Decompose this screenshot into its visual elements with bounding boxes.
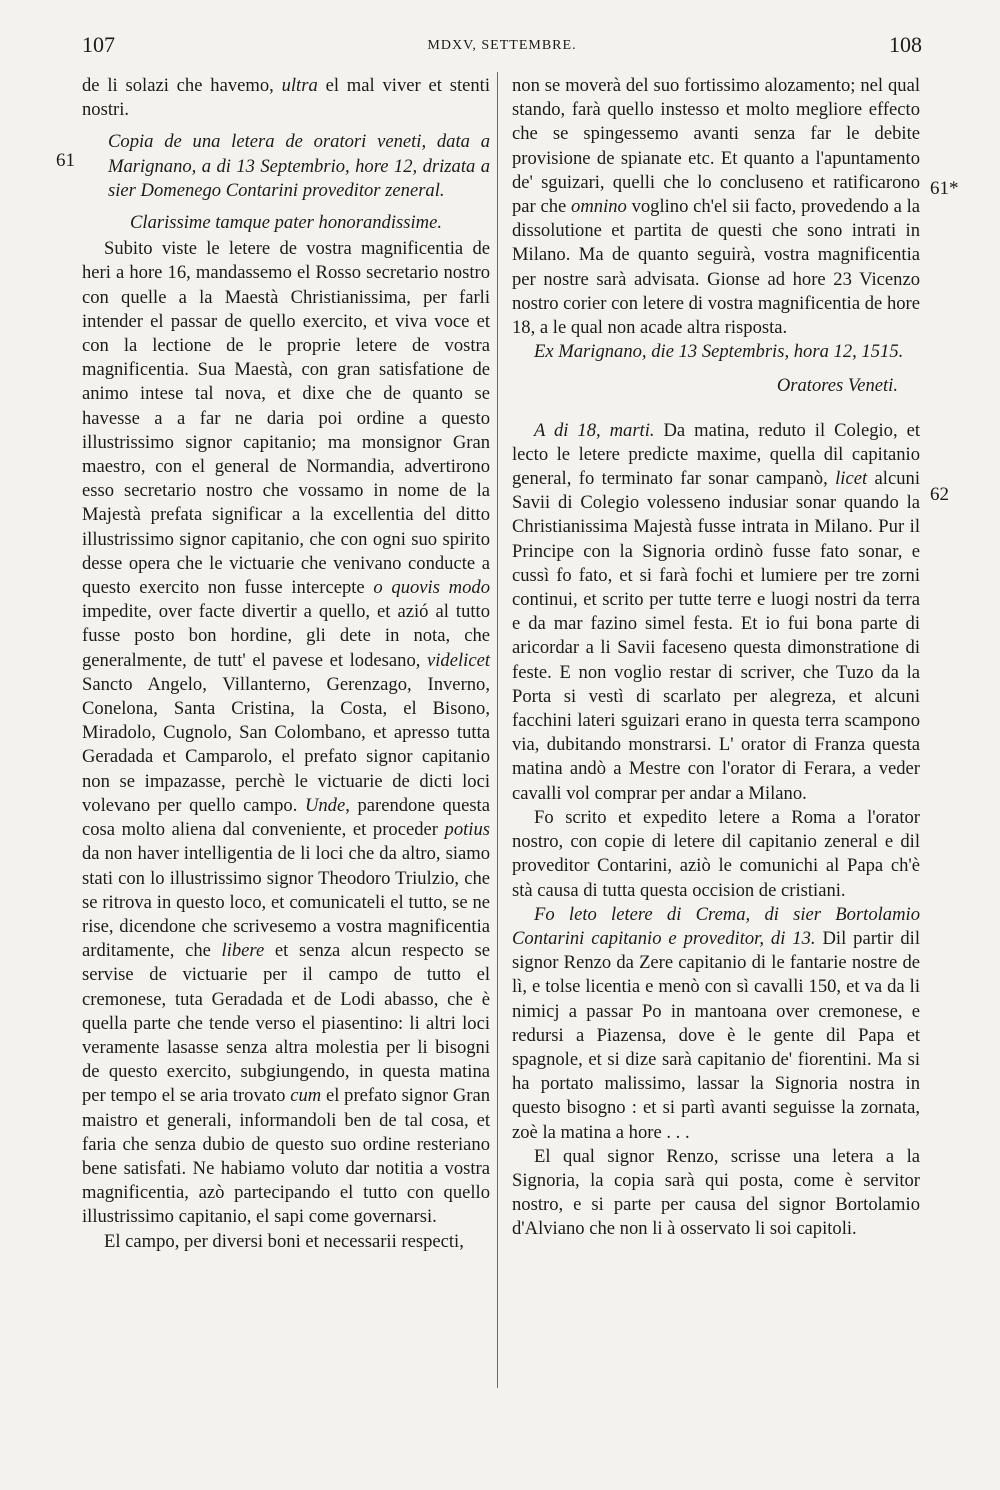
margin-note-right-1: 61* (930, 178, 959, 199)
italic-run: omnino (571, 196, 627, 218)
text-run: da non haver intelligentia de li loci che da altro, siamo stati con lo illustrissimo signor Theodoro Triulzio, che se ritrova in questo loco, et comunicateli el tutto, se ne rise, dicendone che scrivesemo a vostra magnificentia arditamente, che (82, 843, 490, 962)
margin-note-left: 61 (56, 150, 75, 171)
text-run: alcuni Savii di Colegio volesseno indusiar sonar quando la Christianissima Majestà fusse intrata in Milano. Pur il Principe con la Signoria ordinò fusse fato sonar, e cussì fo fato, et si farà fochi et lumiere per tre zorni continui, et scrito per tutte terre e luogi nostri da terra e da mar fazino simel festa. Et io fui bona parte di aricordar a li Savii faceseno questa dimonstratione di feste. E non voglio restar di scriver, che Tuzo da la Porta si vestì di scarlato per alegreza, et alcuni facchini lateri sguizari erano in questa terra scampono via, dubitando monstrarsi. L' orator di Franza questa matina andò a Mestre con l'orator di Ferara, a veder cavalli vol comprar per andar a Milano. (512, 468, 920, 804)
salutation: Clarissime tamque pater honorandissime. (130, 212, 442, 234)
left-paragraph-2: El campo, per diversi boni et necessarii respecti, (104, 1230, 464, 1252)
text-run: Dil partir dil signor Renzo da Zere capitanio di le fantarie nostre de lì, e tolse licentia e menò con sì cavalli 150, et va da li nimicj a passar Po in mantoana over cremonese, e redursi a Piazensa, dove è le gente dil Papa et spagnole, et si dize sarà capitanio de' fiorentini. Ma si ha portato malissimo, lassar la Signoria nostra in questo bisogno : et si partì avanti seguisse la zornata, zoè la matina a hore . . . (512, 927, 920, 1143)
right-paragraph-4 (512, 903, 920, 1145)
text-run: Sancto Angelo, Villanterno, Gerenzago, Inverno, Conelona, Santa Cristina, la Costa, el Bisono, Miradolo, Cugnolo, San Colombano, et apresso tutta Geradada et Camparolo, el prefato signor capitanio non se impazasse, perchè le victuarie de dicti loci volevano per quello campo. (82, 673, 490, 816)
text-run: non se moverà del suo fortissimo alozamento; nel qual stando, farà quello instesso et molto megliore effecto che se spingessemo avanti senza far le debite provisione de spianate etc. Et quanto a l'apuntamento de' sguizari, quelli che lo concluseno et ratificarono par che (512, 75, 920, 218)
text-run: de li solazi che havemo, (82, 75, 282, 96)
text-run: el mal viver et stenti nostri. (82, 75, 490, 121)
text-run: Subito viste le letere de vostra magnificentia de heri a hore 16, mandassemo el Rosso secretario nostro con quelle a la Maestà Christianissima, per farli intender el passar de quello exercito, et viva voce et con la lectione de le proprie letere de vostra magnificentia. Sua Maestà, con gran satisfatione de animo intese tal nova, et dixe che de quanto se havesse a a far ne daria poi ordine a questo illustrissimo signor capitanio; ma monsignor Gran maestro, con el general de Normandia, advertirono esso secretario nostro che vossamo in nome de la Majestà prefata significar a la excellentia del ditto illustrissimo signor capitanio, che con ogni suo spirito desse opera che le victuarie che venivano conducte a questo exercito non fusse intercepte (82, 238, 490, 599)
italic-run: videlicet (427, 649, 490, 671)
right-paragraph-3: Fo scrito et expedito letere a Roma a l'orator nostro, con copie di letere dil capitanio zeneral e dil proveditor Contarini, aziò le comunichi al Papa ch'è stà causa di tutta questa occision de cristiani. (512, 806, 920, 901)
column-divider (497, 72, 498, 1388)
italic-run: licet (835, 468, 868, 490)
left-column (82, 74, 490, 1254)
text-run: impedite, over facte divertir a quello, et azió al tutto fusse posto bon hordine, gli dete in nota, che generalmente, de tutt' el pavese et lodesano, (82, 601, 490, 671)
letter-heading: Copia de una letera de oratori veneti, data a Marignano, a di 13 Septembrio, hore 12, drizata a sier Domenego Contarini proveditor zeneral. (108, 131, 490, 201)
italic-run: libere (221, 940, 265, 962)
italic-run: o quovis modo (373, 577, 490, 599)
running-title: MDXV, SETTEMBRE. (427, 38, 577, 53)
italic-run: Fo leto letere di Crema, di sier Bortolamio Contarini capitanio e proveditor, di 13. (512, 903, 920, 949)
italic-run: potius (444, 819, 490, 841)
italic-run: Unde (304, 794, 346, 816)
margin-note-right-2: 62 (930, 484, 949, 505)
text-run: Da matina, reduto il Colegio, et lecto le letere predicte maxime, quella dil capitanio general, fo terminato far sonar campanò, (512, 419, 920, 490)
right-paragraph-1 (512, 74, 920, 340)
page-number-left: 107 (82, 32, 115, 57)
right-column (512, 74, 920, 1242)
page-number-right: 108 (889, 32, 922, 57)
text-run: el prefato signor Gran maistro et generali, informandoli ben de tal cosa, et faria che senza dubio de questo suo ordine resteriano bene satisfati. Ne habiamo voluto dar notitia a vostra magnificentia, azò partecipando el tutto con quello illustrissimo capitanio, el sapi come governarsi. (82, 1085, 490, 1228)
right-paragraph-5: El qual signor Renzo, scrisse una letera a la Signoria, la copia sarà qui posta, come è servitor nostro, e si parte per causa del signor Bortolamio d'Alviano che non li à osservato li soi capitoli. (512, 1145, 920, 1240)
left-paragraph-0 (82, 74, 490, 122)
letter-dateline: Ex Marignano, die 13 Septembris, hora 12, 1515. (534, 341, 904, 363)
text-run: et senza alcun respecto se servise de victuarie per il campo de tutto el cremonese, tuta Geradada et de Lodi abasso, che è quella parte che tende verso el piasentino: li altri loci veramente lasasse senza altra molestia per li bisogni de questo exercito, subgiungendo, in questa matina per tempo el se aria trovato (82, 940, 490, 1107)
text-run: voglino ch'el sii facto, provedendo a la dissolutione et partita de questi che sono intrati in Milano. Ma de quanto seguirà, vostra magnificentia per nostre sarà advisata. Gionse ad hore 23 Vicenzo nostro corier con letere di vostra magnificentia de hore 18, a le qual non acade altra risposta. (512, 196, 921, 339)
italic-run: A di 18, marti. (534, 419, 655, 441)
italic-run: cum (290, 1085, 322, 1107)
italic-run: ultra (281, 75, 318, 96)
right-paragraph-2 (512, 419, 920, 806)
letter-signature: Oratores Veneti. (776, 375, 898, 397)
page-header (82, 32, 922, 62)
left-paragraph-1 (82, 237, 490, 1229)
text-run: , parendone questa cosa molto aliena dal conveniente, et proceder (82, 794, 490, 841)
